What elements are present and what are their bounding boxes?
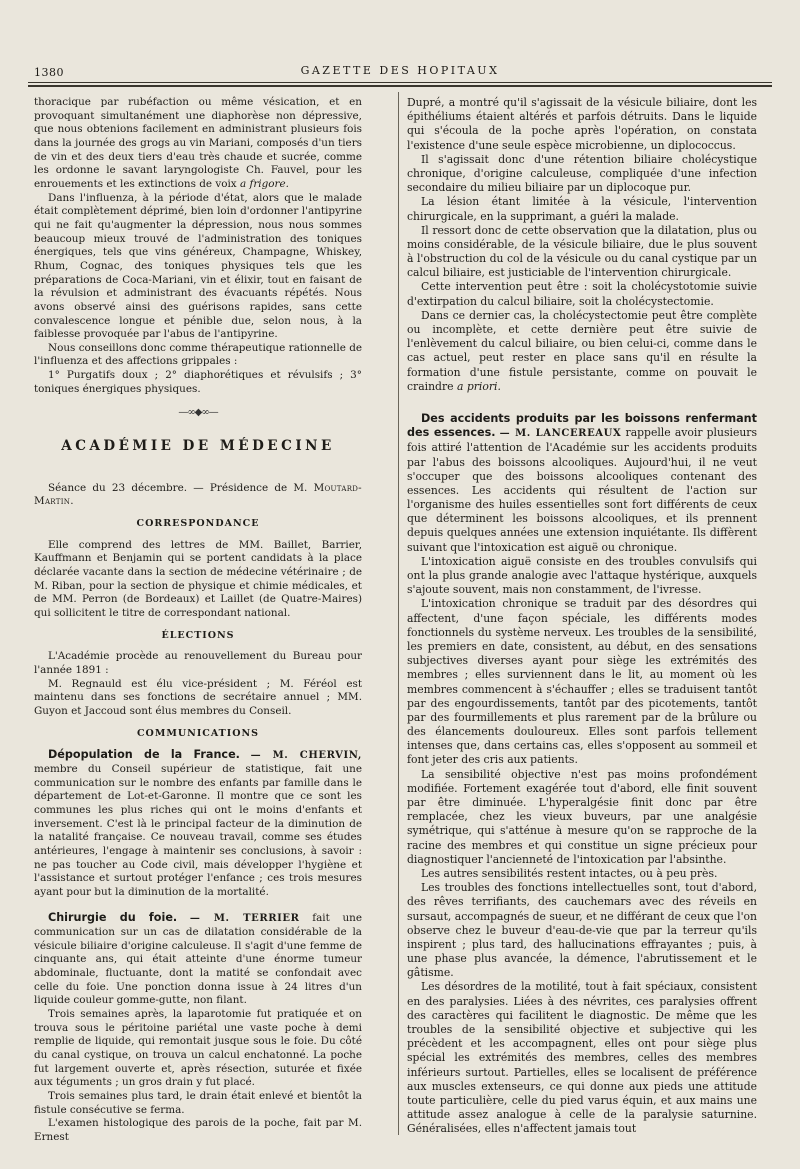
article-chirurgie-foie: Chirurgie du foie. — M. TERRIER fait une communication sur un cas de dilatation considérable de la vésicule biliaire d'origine calculeuse. Il s'agit d'une femme de cinquante ans, qui était atteinte d'une énorme tumeur abdominale, fluctuante, dont la matité se confondait avec celle du foie. Une ponction donna issue à 24 litres d'un liquide couleur gomme-gutte, non filant.: [34, 911, 362, 1007]
paragraph: L'Académie procède au renouvellement du Bureau pour l'année 1891 :: [34, 650, 362, 676]
paragraph: Trois semaines plus tard, le drain était enlevé et bientôt la fistule consécutive se ferma.: [34, 1090, 362, 1116]
session-line: Séance du 23 décembre. — Présidence de M. Moutard-Martin.: [34, 481, 362, 508]
section-title: ACADÉMIE DE MÉDECINE: [61, 438, 335, 455]
column-separator: [398, 92, 399, 1135]
paragraph: L'intoxication chronique se traduit par des désordres qui affectent, d'une façon spéciale, les différents modes fonctionnels du système nerveux. Les troubles de la sensibilité, les premiers en date, consistent, au début, en des sensations subjectives diverses ayant pour siège les extrémités des membres ; elles surviennent dans le lit, au moment où les membres commencent à s'échauffer ; elles se traduisent tantôt par des engourdissements, tantôt par des picotements, tantôt par des fourmillements et plus rarement par de la brûlure ou des élancements douloureux. Elles sont parfois tellement intenses que, dans certains cas, elles s'opposent au sommeil et font jeter des cris aux patients.: [407, 597, 757, 767]
header-rule: [28, 82, 772, 83]
paragraph: Trois semaines après, la laparotomie fut pratiquée et on trouva sous le péritoine pariétal une vaste poche à demi remplie de liquide, qui remontait jusque sous le foie. Du côté du canal cystique, on trouva un calcul enchatonné. La poche fut largement ouverte et, après résection, suturée et fixée aux téguments ; un gros drain y fut placé.: [34, 1008, 362, 1089]
paragraph: Il s'agissait donc d'une rétention biliaire cholécystique chronique, d'origine calculeuse, compliquée d'une infection secondaire du milieu biliaire par un diplocoque pur.: [407, 152, 757, 195]
paragraph: Les désordres de la motilité, tout à fait spéciaux, consistent en des paralysies. Liées à des névrites, ces paralysies offrent des caractères qui facilitent le diagnostic. De même que les troubles de la sensibilité objective et subjective qui les précèdent et les accompagnent, elles ont pour siège plus spécial les extrémités des membres, celles des membres inférieurs surtout. Partielles, elles se localisent de préférence aux muscles extenseurs, ce qui donne aux pieds une attitude toute particulière, celle du pied varus équin, et aux mains une attitude assez analogue à celle de la paralysie saturnine. Généralisées, elles n'affectent jamais tout: [407, 980, 757, 1136]
paragraph: L'examen histologique des parois de la poche, fait par M. Ernest: [34, 1117, 362, 1143]
paragraph: Nous conseillons donc comme thérapeutique rationnelle de l'influenza et des affections grippales :: [34, 341, 362, 368]
paragraph: thoracique par rubéfaction ou même vésication, et en provoquant simultanément une diaphorèse non dépressive, que nous obtenions facilement en administrant plusieurs fois dans la journée des grogs au vin Mariani, composés d'un tiers de vin et des deux tiers d'eau très chaude et sucrée, comme les ordonne le savant laryngologiste Ch. Fauvel, pour les enrouements et les extinctions de voix a frigore.: [34, 96, 362, 190]
left-column: [34, 96, 362, 1145]
paragraph: Dans ce dernier cas, la cholécystectomie peut être complète ou incomplète, et cette dernière peut être suivie de l'enlèvement du calcul biliaire, ou bien celui-ci, comme dans le cas actuel, peut rester en place sans qu'il en résulte la formation d'une fistule persistante, comme on pouvait le craindre a priori.: [407, 308, 757, 393]
journal-title: GAZETTE DES HOPITAUX: [300, 64, 500, 77]
paragraph: L'intoxication aiguë consiste en des troubles convulsifs qui ont la plus grande analogie avec l'attaque hystérique, auxquels s'ajoute souvent, mais non constamment, de l'ivresse.: [407, 554, 757, 597]
paragraph: La sensibilité objective n'est pas moins profondément modifiée. Fortement exagérée tout d'abord, elle finit souvent par être diminuée. L'hyperalgésie finit donc par être remplacée, chez les vieux buveurs, par une analgésie symétrique, qui s'atténue à mesure qu'on se rapproche de la racine des membres et qui constitue un signe précieux pour diagnostiquer l'ancienneté de l'intoxication par l'absinthe.: [407, 767, 757, 866]
paragraph: Les autres sensibilités restent intactes, ou à peu près.: [421, 866, 718, 880]
paragraph: Cette intervention peut être : soit la cholécystotomie suivie d'extirpation du calcul biliaire, soit la cholécystectomie.: [407, 280, 757, 308]
subsection-communications: COMMUNICATIONS: [136, 727, 260, 739]
paragraph: M. Regnauld est élu vice-président ; M. Féréol est maintenu dans ses fonctions de secrétaire annuel ; MM. Guyon et Jaccoud sont élus membres du Conseil.: [34, 677, 362, 717]
article-accidents-essences: Des accidents produits par les boissons renfermant des essences. — M. LANCEREAUX rappelle avoir plusieurs fois attiré l'attention de l'Académie sur les accidents produits par l'abus des boissons alcooliques. Aujourd'hui, il ne veut s'occuper que des boissons alcooliques contenant des essences. Les accidents qui résultent de l'action sur l'organisme des huiles essentielles sont fort différents de ceux que déterminent les boissons alcooliques, et ils prennent depuis quelques années une extension inquiétante. Ils diffèrent suivant que l'intoxication est aiguë ou chronique.: [407, 411, 758, 554]
subsection-correspondance: CORRESPONDANCE: [136, 518, 260, 530]
paragraph: Les troubles des fonctions intellectuelles sont, tout d'abord, des rêves terrifiants, des cauchemars avec des réveils en sursaut, accompagnés de sueur, et ne différant de ceux que l'on observe chez le buveur d'eau-de-vie que par la terreur qu'ils inspirent ; plus tard, des hallucinations effrayantes ; puis, à une phase plus avancée, la démence, l'abrutissement et le gâtisme.: [407, 881, 757, 980]
paragraph: Il ressort donc de cette observation que la dilatation, plus ou moins considérable, de la vésicule biliaire, due le plus souvent à l'obstruction du col de la vésicule ou du canal cystique par un calcul biliaire, est justiciable de l'intervention chirurgicale.: [407, 223, 757, 280]
subsection-elections: ÉLECTIONS: [161, 629, 235, 641]
right-column: [407, 96, 757, 1137]
page-header: [28, 60, 772, 82]
section-ornament: —∞◆∞—: [178, 407, 218, 419]
paragraph: Dans l'influenza, à la période d'état, alors que le malade était complètement déprimé, bien loin d'ordonner l'antipyrine qui ne fait qu'augmenter la dépression, nous nous sommes beaucoup mieux trouvé de l'administration des toniques énergiques, tels que vins généreux, Champagne, Whiskey, Rhum, Cognac, des toniques physiques tels que les préparations de Coca-Mariani, vin et élixir, tout en faisant de la révulsion et administrant des évacuants répétés. Nous avons observé ainsi des guérisons rapides, sans cette convalescence longue et pénible due, selon nous, à la faiblesse provoquée par l'abus de l'antipyrine.: [34, 191, 362, 341]
paragraph: La lésion étant limitée à la vésicule, l'intervention chirurgicale, en la supprimant, a guéri la malade.: [407, 195, 757, 223]
header-rule-double: [28, 85, 772, 87]
paragraph: 1° Purgatifs doux ; 2° diaphorétiques et révulsifs ; 3° toniques énergiques physiques.: [34, 369, 362, 395]
paragraph: Elle comprend des lettres de MM. Baillet, Barrier, Kauffmann et Benjamin qui se portent candidats à la place déclarée vacante dans la section de médecine vétérinaire ; de M. Riban, pour la section de physique et chimie médicales, et de MM. Perron (de Bordeaux) et Laillet (de Quatre-Maires) qui sollicitent le titre de correspondant national.: [34, 538, 362, 619]
paragraph: Dupré, a montré qu'il s'agissait de la vésicule biliaire, dont les épithéliums étaient altérés et parfois détruits. Dans le liquide qui s'écoula de la poche après l'opération, on constata l'existence d'une seule espèce microbienne, un diplococcus.: [407, 96, 757, 152]
article-depopulation: Dépopulation de la France. — M. CHERVIN, membre du Conseil supérieur de statistique, fait une communication sur le nombre des enfants par famille dans le département de Lot-et-Garonne. Il montre que ce sont les communes les plus riches qui ont le moins d'enfants et inversement. C'est là le principal facteur de la diminution de la natalité française. Ce nouveau travail, comme ses études antérieures, l'engage à maintenir ses conclusions, à savoir : ne pas toucher au Code civil, mais développer l'hygiène et l'assistance et surtout protéger l'enfance ; ces trois mesures ayant pour but la diminution de la mortalité.: [34, 748, 362, 898]
page-number: 1380: [34, 66, 64, 79]
